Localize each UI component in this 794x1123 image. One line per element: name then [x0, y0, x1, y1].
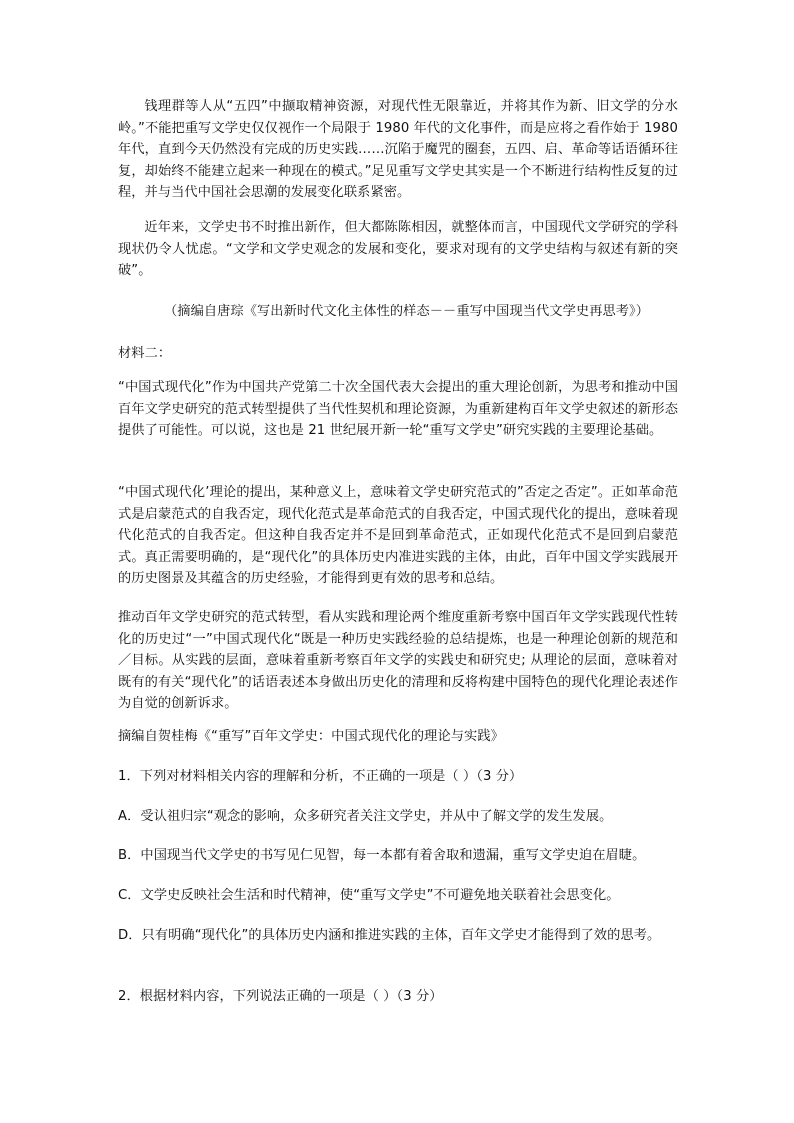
- material-one-paragraph-1: 钱理群等人从“五四”中撷取精神资源，对现代性无限靠近，并将其作为新、旧文学的分水岭。”不能把重写文学史仅仅视作一个局限于 1980 年代的文化事件，而是应将之看作始于 1980 年代，直到今天仍然没有完成的历史实践……沉陷于魔咒的圈套，五四、启、革命等话语循环往复，却始终不能建立起来一种现在的模式。”足见重写文学史其实是一个不断进行结构性反复的过程，并与当代中国社会思潮的发展变化联系紧密。: [118, 99, 678, 201]
- question-1-option-b: B．中国现当代文学史的书写见仁见智，每一本都有着舍取和遗漏，重写文学史迫在眉睫。: [118, 848, 646, 863]
- question-1-option-d: D．只有明确“现代化”的具体历史内涵和推进实践的主体，百年文学史才能得到了效的思考。: [118, 928, 661, 943]
- question-1-option-a: A．受认祖归宗“观念的影响，众多研究者关注文学史，并从中了解文学的发生发展。: [118, 809, 613, 824]
- material-one-paragraph-2: 近年来，文学史书不时推出新作，但大都陈陈相因，就整体而言，中国现代文学研究的学科现状仍令人忧虑。“文学和文学史观念的发展和变化，要求对现有的文学史结构与叙述有新的突破”。: [118, 220, 678, 279]
- material-two-source: 摘编自贺桂梅《“重写”百年文学史：中国式现代化的理论与实践》: [118, 729, 504, 744]
- material-two-paragraph-2: “中国式现代化’理论的提出，某种意义上，意味着文学史研究范式的”否定之否定”。正如革命范式是启蒙范式的自我否定，现代化范式是革命范式的自我否定，中国式现代化的提出，意味着现代化范式的自我否定。但这种自我否定并不是回到革命范式，正如现代化范式不是回到启蒙范式。真正需要明确的，是“现代化”的具体历史内准进实践的主体，由此，百年中国文学实践展开的历史图景及其蕴含的历史经验，才能得到更有效的思考和总结。: [118, 485, 678, 587]
- question-2-stem: 2．根据材料内容，下列说法正确的一项是（ ）（3 分）: [118, 989, 443, 1004]
- question-1-stem: 1．下列对材料相关内容的理解和分析，不正确的一项是（ ）（3 分）: [118, 769, 523, 784]
- material-one-source: （摘编自唐琮《写出新时代文化主体性的样态－－重写中国现当代文学史再思考》）: [164, 304, 650, 319]
- material-two-paragraph-1: “中国式现代化”作为中国共产党第二十次全国代表大会提出的重大理论创新，为思考和推动中国百年文学史研究的范式转型提供了当代性契机和理论资源，为重新建构百年文学史叙述的新形态提供了可能性。可以说，这也是 21 世纪展开新一轮“重写文学史”研究实践的主要理论基础。: [118, 380, 678, 439]
- material-two-heading: 材料二：: [118, 346, 172, 361]
- material-two-paragraph-3: 推动百年文学史研究的范式转型，看从实践和理论两个维度重新考察中国百年文学实践现代性转化的历史过“一”中国式现代化“既是一种历史实践经验的总结提炼，也是一种理论创新的规范和／目标。从实践的层面，意味着重新考察百年文学的实践史和研究史; 从理论的层面，意味着对既有的有关“现代化”的话语表述本身做出历史化的清理和反将构建中国特色的现代化理论表述作为自觉的创新诉求。: [118, 610, 678, 712]
- question-1-option-c: C．文学史反映社会生活和时代精神，使“重写文学史”不可避免地关联着社会思变化。: [118, 888, 620, 903]
